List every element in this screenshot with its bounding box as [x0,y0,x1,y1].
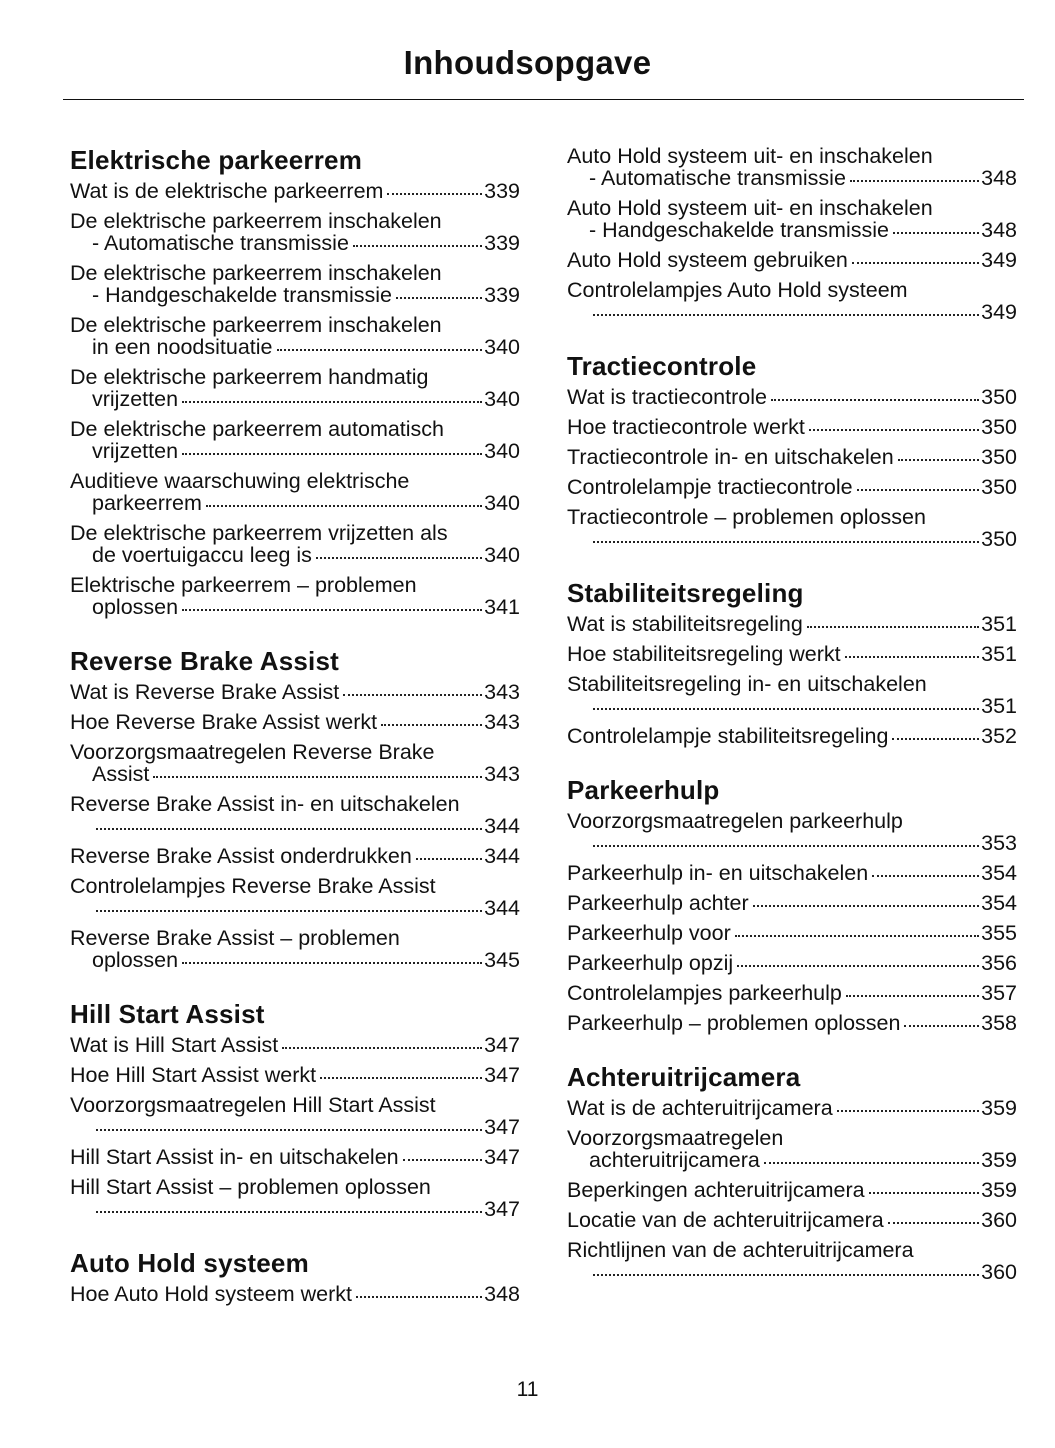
toc-entry[interactable] [70,711,520,733]
dot-leader [416,858,482,860]
entry-line [567,643,1017,665]
toc-entry[interactable] [70,1034,520,1056]
dot-leader [764,1162,979,1164]
entry-line [567,1149,1017,1171]
dot-leader [850,180,979,182]
dot-leader [343,694,482,696]
dot-leader [771,399,979,401]
toc-entry[interactable] [567,386,1017,408]
entry-title-continued: - Automatische transmissie [589,166,846,190]
entry-line [567,145,1017,167]
entry-title: Hoe Auto Hold systeem werkt [70,1282,353,1306]
entry-line [70,596,520,618]
entry-page[interactable]: 341 [484,595,520,619]
dot-leader [96,1211,482,1213]
entry-line [567,446,1017,468]
entry-title: Controlelampje stabiliteitsregeling [567,724,889,748]
toc-entry[interactable] [70,418,520,462]
entry-title-continued: Assist [92,762,150,786]
entry-line [567,1239,1017,1261]
entry-title: Wat is de elektrische parkeerrem [70,179,384,203]
entry-line [567,952,1017,974]
entry-line [567,167,1017,189]
toc-entry[interactable] [567,922,1017,944]
entry-page[interactable]: 339 [484,231,520,255]
entry-page[interactable]: 343 [484,710,520,734]
entry-line [567,810,1017,832]
entry-line [70,927,520,949]
entry-page[interactable]: 350 [981,475,1017,499]
entry-title: De elektrische parkeerrem inschakelen [70,261,442,285]
entry-page[interactable]: 344 [484,814,520,838]
entry-line [70,388,520,410]
entry-line [567,862,1017,884]
toc-entry[interactable] [567,1239,1017,1283]
entry-title: Controlelampjes Reverse Brake Assist [70,874,436,898]
dot-leader [353,245,482,247]
entry-line [70,1176,520,1198]
entry-line [70,1064,520,1086]
toc-entry[interactable] [567,613,1017,635]
entry-line [70,440,520,462]
entry-title: Stabiliteitsregeling in- en uitschakelen [567,672,927,696]
entry-page[interactable]: 340 [484,335,520,359]
dot-leader [396,297,482,299]
dot-leader [96,1129,482,1131]
entry-line [567,695,1017,717]
entry-line [70,845,520,867]
dot-leader [593,845,979,847]
toc-entry[interactable] [567,892,1017,914]
entry-page[interactable]: 350 [981,445,1017,469]
toc-entry[interactable] [70,741,520,785]
entry-line [567,673,1017,695]
entry-line [567,725,1017,747]
entry-line [567,1179,1017,1201]
dot-leader [753,905,979,907]
entry-line [70,574,520,596]
entry-title: Hoe Hill Start Assist werkt [70,1063,317,1087]
toc-entry[interactable] [70,1064,520,1086]
toc-entry[interactable] [70,845,520,867]
dot-leader [182,609,482,611]
entry-page[interactable]: 354 [981,861,1017,885]
dot-leader [735,935,979,937]
entry-title: Hoe tractiecontrole werkt [567,415,805,439]
toc-section [70,644,520,971]
entry-page[interactable]: 351 [981,694,1017,718]
dot-leader [904,1025,979,1027]
entry-title-continued: in een noodsituatie [92,335,273,359]
entry-line [567,279,1017,301]
toc-entry[interactable] [70,1176,520,1220]
entry-page[interactable]: 351 [981,612,1017,636]
entry-line [70,897,520,919]
dot-leader [593,708,979,710]
toc-section [567,773,1017,1034]
toc-entry[interactable] [567,643,1017,665]
entry-title-continued: vrijzetten [92,387,179,411]
entry-page[interactable]: 344 [484,844,520,868]
entry-line [70,763,520,785]
dot-leader [593,541,979,543]
toc-entry[interactable] [567,862,1017,884]
toc-entry[interactable] [70,180,520,202]
toc-entry[interactable] [567,810,1017,854]
entry-page[interactable]: 344 [484,896,520,920]
entry-line [567,219,1017,241]
entry-line [567,1209,1017,1231]
entry-line [567,1127,1017,1149]
dot-leader [316,557,482,559]
entry-title: Parkeerhulp opzij [567,951,734,975]
dot-leader [888,1222,979,1224]
entry-line [70,544,520,566]
dot-leader [593,1274,979,1276]
entry-page[interactable]: 339 [484,179,520,203]
entry-page[interactable]: 347 [484,1115,520,1139]
entry-line [70,284,520,306]
entry-page[interactable]: 343 [484,680,520,704]
entry-title-continued: de voertuigaccu leeg is [92,543,312,567]
entry-line [70,314,520,336]
entry-page[interactable]: 340 [484,491,520,515]
dot-leader [898,459,979,461]
toc-entry[interactable] [70,875,520,919]
entry-line [70,470,520,492]
section-heading: Reverse Brake Assist [70,646,339,676]
entry-title: Wat is Reverse Brake Assist [70,680,340,704]
entry-title: Wat is de achteruitrijcamera [567,1096,833,1120]
toc-entry[interactable] [70,1283,520,1305]
toc-entry[interactable] [70,927,520,971]
toc-entry[interactable] [567,952,1017,974]
entry-line [567,832,1017,854]
entry-line [70,1116,520,1138]
entry-page[interactable]: 345 [484,948,520,972]
dot-leader [182,962,482,964]
toc-section [567,1060,1017,1283]
entry-title: Reverse Brake Assist in- en uitschakelen [70,792,460,816]
section-heading: Elektrische parkeerrem [70,145,363,175]
entry-page[interactable]: 351 [981,642,1017,666]
toc-column-right [567,145,1017,1309]
entry-page[interactable]: 348 [981,166,1017,190]
entry-title: Hill Start Assist – problemen oplossen [70,1175,431,1199]
entry-page[interactable]: 348 [484,1282,520,1306]
entry-title: Elektrische parkeerrem – problemen [70,573,417,597]
entry-line [567,613,1017,635]
entry-title: Wat is stabiliteitsregeling [567,612,803,636]
entry-line [70,793,520,815]
toc-entry[interactable] [567,416,1017,438]
toc-section [567,576,1017,747]
entry-line [70,418,520,440]
entry-page[interactable]: 340 [484,387,520,411]
entry-page[interactable]: 350 [981,415,1017,439]
dot-leader [96,910,482,912]
toc-entry[interactable] [567,1127,1017,1171]
entry-page[interactable]: 349 [981,300,1017,324]
entry-title: Voorzorgsmaatregelen [567,1126,784,1150]
toc-entry[interactable] [567,1209,1017,1231]
entry-page[interactable]: 343 [484,762,520,786]
entry-page[interactable]: 350 [981,385,1017,409]
toc-entry[interactable] [567,446,1017,468]
entry-title: Auditieve waarschuwing elektrische [70,469,410,493]
entry-line [70,681,520,703]
entry-line [70,1146,520,1168]
dot-leader [206,505,482,507]
entry-line [567,301,1017,323]
toc-entry[interactable] [567,1179,1017,1201]
entry-title: Voorzorgsmaatregelen Reverse Brake [70,740,435,764]
toc-entry[interactable] [70,470,520,514]
entry-line [567,197,1017,219]
entry-line [567,386,1017,408]
entry-title: Parkeerhulp achter [567,891,749,915]
entry-page[interactable]: 355 [981,921,1017,945]
toc-entry[interactable] [70,574,520,618]
entry-line [567,892,1017,914]
entry-title: De elektrische parkeerrem vrijzetten als [70,521,448,545]
entry-title: Auto Hold systeem uit- en inschakelen [567,144,933,168]
entry-line [70,262,520,284]
entry-page[interactable]: 353 [981,831,1017,855]
dot-leader [845,656,979,658]
entry-line [70,1283,520,1305]
entry-title: Hoe Reverse Brake Assist werkt [70,710,378,734]
entry-title: Parkeerhulp – problemen oplossen [567,1011,901,1035]
entry-title: Richtlijnen van de achteruitrijcamera [567,1238,914,1262]
entry-line [70,210,520,232]
entry-title-continued: - Automatische transmissie [92,231,349,255]
dot-leader [182,401,482,403]
entry-title: Controlelampjes parkeerhulp [567,981,842,1005]
entry-title: Voorzorgsmaatregelen Hill Start Assist [70,1093,436,1117]
entry-page[interactable]: 354 [981,891,1017,915]
entry-title: Locatie van de achteruitrijcamera [567,1208,884,1232]
entry-page[interactable]: 340 [484,439,520,463]
toc-entry[interactable] [567,197,1017,241]
entry-title: Beperkingen achteruitrijcamera [567,1178,865,1202]
entry-line [70,711,520,733]
section-heading: Parkeerhulp [567,775,720,805]
toc-entry[interactable] [70,314,520,358]
dot-leader [892,738,979,740]
dot-leader [807,626,979,628]
toc-entry[interactable] [70,262,520,306]
entry-title: De elektrische parkeerrem inschakelen [70,313,442,337]
entry-title: Hoe stabiliteitsregeling werkt [567,642,841,666]
entry-line [70,1094,520,1116]
entry-line [70,366,520,388]
dot-leader [381,724,482,726]
entry-line [567,416,1017,438]
section-heading: Tractiecontrole [567,351,757,381]
dot-leader [153,776,482,778]
entry-line [567,1012,1017,1034]
entry-page[interactable]: 347 [484,1033,520,1057]
dot-leader [852,262,979,264]
entry-page[interactable]: 356 [981,951,1017,975]
entry-line [70,232,520,254]
section-heading: Achteruitrijcamera [567,1062,801,1092]
entry-line [70,492,520,514]
entry-line [70,875,520,897]
toc-entry[interactable] [567,279,1017,323]
entry-line [567,249,1017,271]
toc-section [70,143,520,618]
dot-leader [872,875,979,877]
section-heading: Auto Hold systeem [70,1248,309,1278]
entry-line [567,476,1017,498]
entry-line [70,815,520,837]
entry-line [70,1198,520,1220]
entry-line [567,982,1017,1004]
toc-entry[interactable] [70,793,520,837]
entry-title-continued: parkeerrem [92,491,202,515]
entry-line [70,522,520,544]
entry-line [70,949,520,971]
title-divider [63,99,1024,100]
entry-title: Auto Hold systeem gebruiken [567,248,848,272]
toc-entry[interactable] [567,145,1017,189]
entry-title: Reverse Brake Assist onderdrukken [70,844,412,868]
dot-leader [277,349,483,351]
dot-leader [182,453,482,455]
toc-section [70,997,520,1220]
entry-title: Controlelampje tractiecontrole [567,475,853,499]
entry-page[interactable]: 339 [484,283,520,307]
dot-leader [869,1192,980,1194]
dot-leader [846,995,979,997]
entry-page[interactable]: 360 [981,1260,1017,1284]
entry-page[interactable]: 340 [484,543,520,567]
toc-section [70,1246,520,1305]
entry-page[interactable]: 349 [981,248,1017,272]
entry-page[interactable]: 357 [981,981,1017,1005]
dot-leader [356,1296,482,1298]
section-heading: Hill Start Assist [70,999,265,1029]
toc-entry[interactable] [70,210,520,254]
dot-leader [737,965,979,967]
dot-leader [837,1110,979,1112]
entry-page[interactable]: 359 [981,1096,1017,1120]
page-number: 11 [516,1378,539,1401]
entry-title: De elektrische parkeerrem automatisch [70,417,445,441]
entry-page[interactable]: 350 [981,527,1017,551]
entry-line [567,506,1017,528]
entry-line [567,1097,1017,1119]
entry-title: Wat is Hill Start Assist [70,1033,279,1057]
entry-line [567,1261,1017,1283]
dot-leader [282,1047,482,1049]
toc-entry[interactable] [567,1097,1017,1119]
entry-title-continued: vrijzetten [92,439,179,463]
toc-entry[interactable] [567,725,1017,747]
entry-line [567,922,1017,944]
toc-section [567,145,1017,323]
entry-title: Hill Start Assist in- en uitschakelen [70,1145,399,1169]
dot-leader [96,828,482,830]
entry-title: Voorzorgsmaatregelen parkeerhulp [567,809,903,833]
entry-page[interactable]: 359 [981,1178,1017,1202]
entry-title: Parkeerhulp in- en uitschakelen [567,861,869,885]
toc-entry[interactable] [567,673,1017,717]
toc-entry[interactable] [567,506,1017,550]
entry-page[interactable]: 359 [981,1148,1017,1172]
toc-entry[interactable] [567,1012,1017,1034]
entry-page[interactable]: 358 [981,1011,1017,1035]
entry-title: De elektrische parkeerrem handmatig [70,365,429,389]
entry-title: Tractiecontrole – problemen oplossen [567,505,926,529]
toc-entry[interactable] [70,1146,520,1168]
dot-leader [809,429,979,431]
toc-entry[interactable] [70,366,520,410]
dot-leader [320,1077,482,1079]
toc-entry[interactable] [567,249,1017,271]
entry-line [70,741,520,763]
toc-section [567,349,1017,550]
dot-leader [387,193,482,195]
dot-leader [593,314,979,316]
entry-title: Wat is tractiecontrole [567,385,767,409]
toc-column-left [70,143,520,1331]
entry-page[interactable]: 348 [981,218,1017,242]
entry-line [70,180,520,202]
entry-title-continued: achteruitrijcamera [589,1148,760,1172]
entry-page[interactable]: 347 [484,1063,520,1087]
entry-page[interactable]: 352 [981,724,1017,748]
toc-entry[interactable] [70,1094,520,1138]
dot-leader [857,489,980,491]
entry-page[interactable]: 347 [484,1145,520,1169]
page-title: Inhoudsopgave [403,44,652,81]
toc-entry[interactable] [70,681,520,703]
entry-title-continued: oplossen [92,595,179,619]
entry-title: Parkeerhulp voor [567,921,731,945]
dot-leader [403,1159,483,1161]
entry-title-continued: - Handgeschakelde transmissie [92,283,392,307]
entry-page[interactable]: 347 [484,1197,520,1221]
entry-title: Tractiecontrole in- en uitschakelen [567,445,894,469]
entry-title: Controlelampjes Auto Hold systeem [567,278,908,302]
entry-line [70,336,520,358]
entry-line [70,1034,520,1056]
entry-title-continued: oplossen [92,948,179,972]
toc-entry[interactable] [567,476,1017,498]
toc-entry[interactable] [70,522,520,566]
entry-title: De elektrische parkeerrem inschakelen [70,209,442,233]
entry-title: Reverse Brake Assist – problemen [70,926,400,950]
entry-title: Auto Hold systeem uit- en inschakelen [567,196,933,220]
toc-entry[interactable] [567,982,1017,1004]
entry-title-continued: - Handgeschakelde transmissie [589,218,889,242]
section-heading: Stabiliteitsregeling [567,578,804,608]
entry-page[interactable]: 360 [981,1208,1017,1232]
entry-line [567,528,1017,550]
dot-leader [893,232,979,234]
